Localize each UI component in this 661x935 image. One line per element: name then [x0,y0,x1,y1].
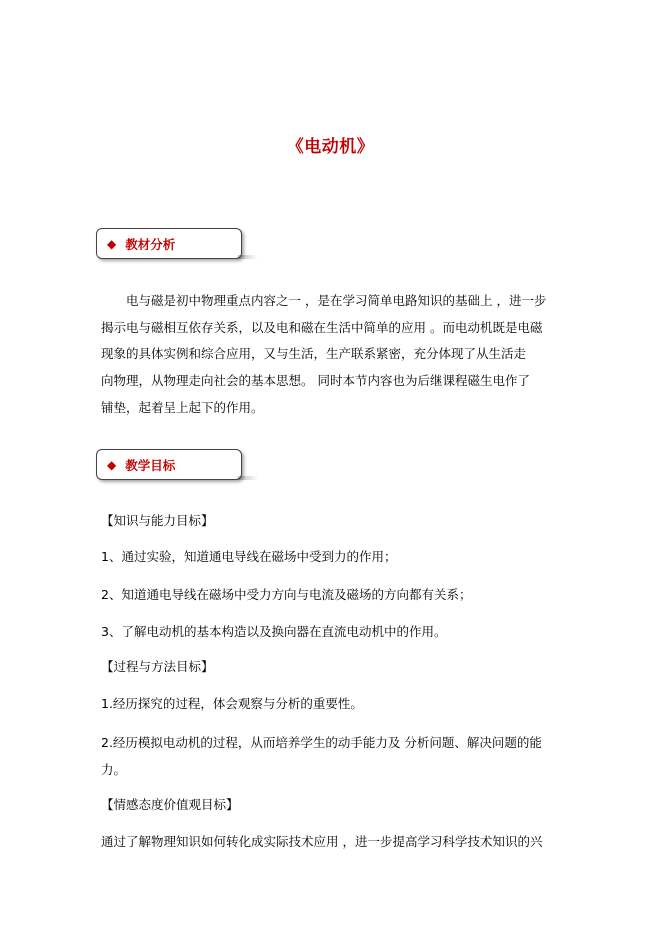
process-goal-item-continuation: 力。 [101,762,127,777]
analysis-paragraph [101,288,563,422]
emotion-goal-heading: 【情感态度价值观目标】 [101,797,239,812]
section-shadow-decoration [238,255,258,259]
knowledge-goal-item: 2、知道通电导线在磁场中受力方向与电流及磁场的方向都有关系； [101,587,472,602]
diamond-bullet-icon: ◆ [107,457,117,472]
section-header-textbook-analysis [96,228,242,259]
knowledge-goal-item: 1、通过实验，知道通电导线在磁场中受到力的作用； [101,549,397,564]
paragraph-line: 揭示电与磁相互依存关系，以及电和磁在生活中简单的应用 。而电动机既是电磁 [101,319,543,335]
paragraph-line: 铺垫，起着呈上起下的作用。 [101,399,264,415]
section-label: 教学目标 [125,457,176,473]
process-goal-heading: 【过程与方法目标】 [101,659,214,674]
diamond-bullet-icon: ◆ [107,236,117,251]
section-header-teaching-goals [96,449,242,480]
paragraph-line: 电与磁是初中物理重点内容之一 ，是在学习简单电路知识的基础上 ，进一步 [126,293,547,308]
process-goal-item: 2.经历模拟电动机的过程，从而培养学生的动手能力及 分析问题、解决问题的能 [101,735,542,750]
process-goal-item: 1.经历探究的过程，体会观察与分析的重要性。 [101,696,363,711]
knowledge-goal-item: 3、了解电动机的基本构造以及换向器在直流电动机中的作用。 [101,624,447,639]
knowledge-goal-heading: 【知识与能力目标】 [101,513,214,528]
section-shadow-decoration [238,476,258,480]
paragraph-line: 向物理，从物理走向社会的基本思想。 同时本节内容也为后继课程磁生电作了 [101,373,530,389]
section-label: 教材分析 [125,236,176,252]
document-title: 《电动机》 [286,137,375,157]
paragraph-line: 现象的具体实例和综合应用，又与生活，生产联系紧密，充分体现了从生活走 [101,346,527,362]
emotion-goal-text: 通过了解物理知识如何转化成实际技术应用 ，进一步提高学习科学技术知识的兴 [101,834,543,849]
